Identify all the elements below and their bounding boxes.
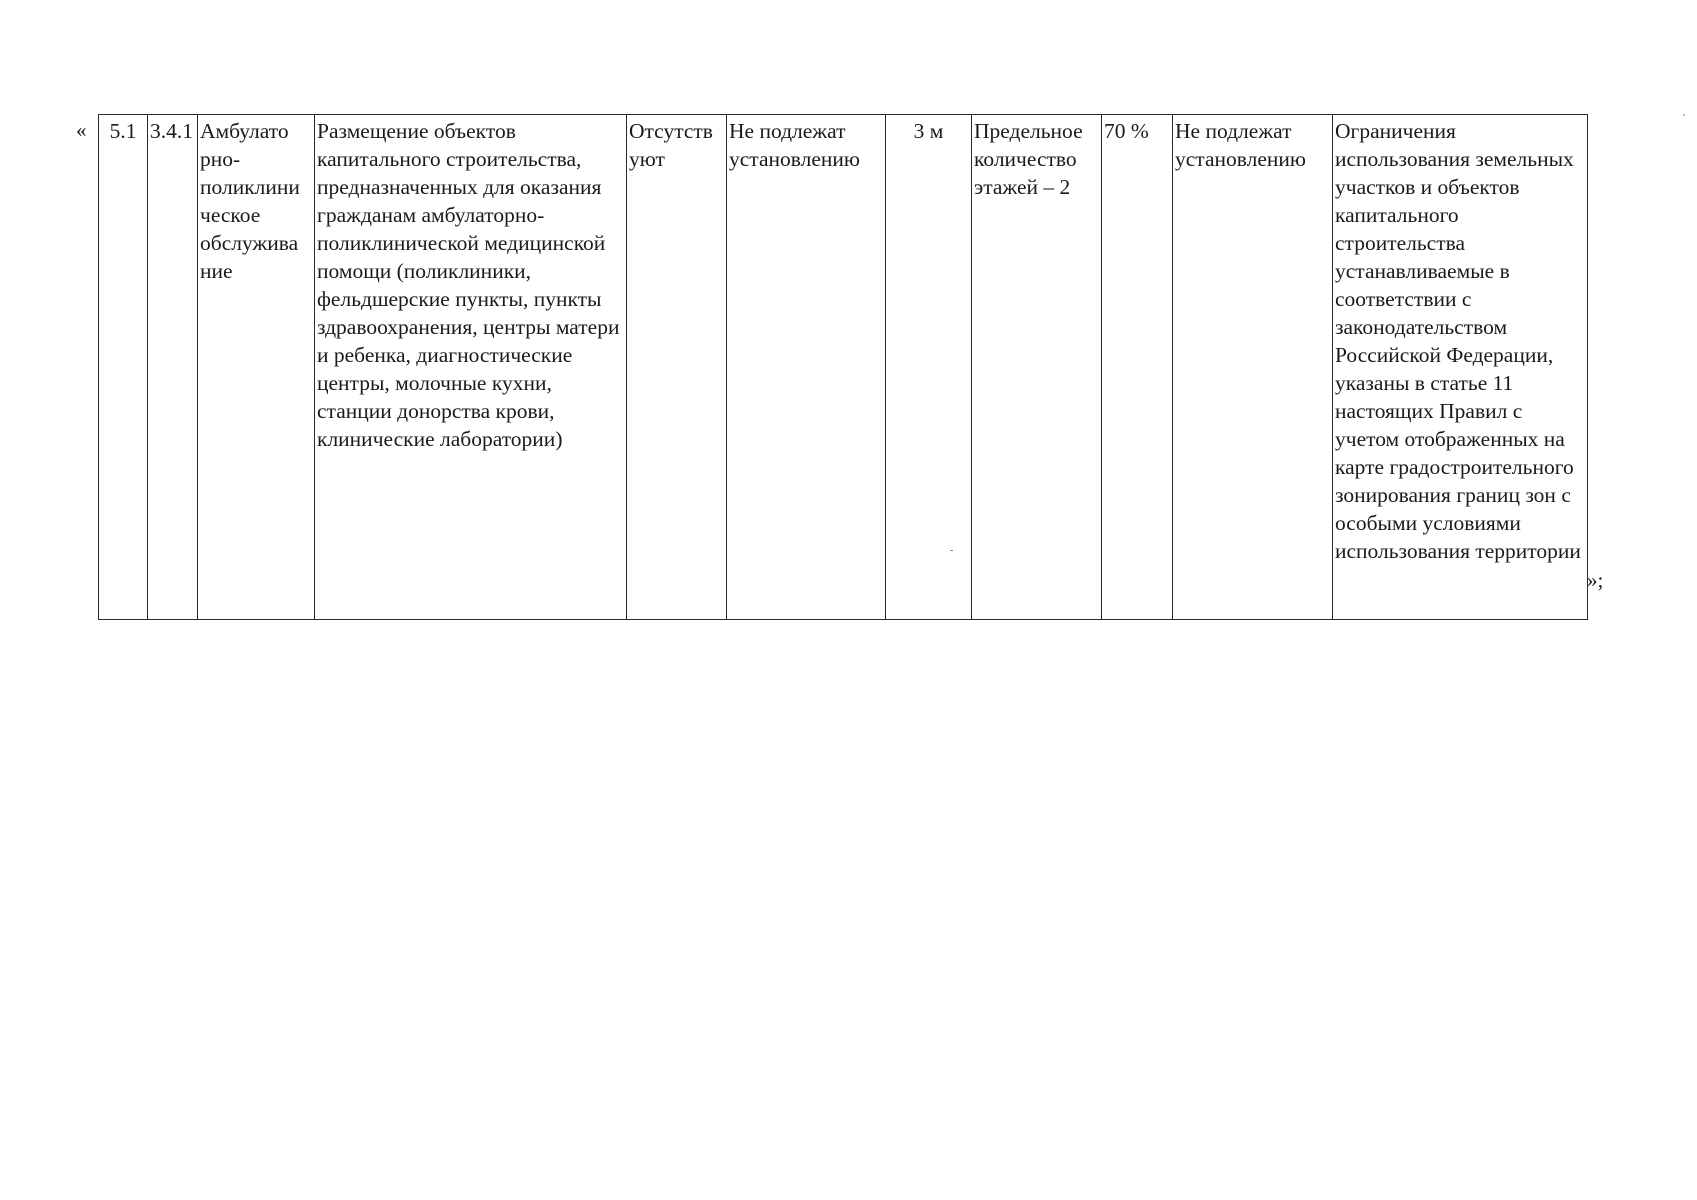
row-number-cell: 5.1 (99, 115, 148, 620)
scan-speck (950, 550, 953, 551)
other-params-cell: Не подлежат установлению (1173, 115, 1333, 620)
code-cell: 3.4.1 (148, 115, 198, 620)
plot-area-cell: Не подлежат установлению (727, 115, 886, 620)
table-row (99, 115, 1588, 620)
restrictions-cell: Ограничения использования земельных участков и объектов капитального строительства устанавливаемые в соответствии с законодательством Российской Федерации, указаны в статье 11 настоящих Правил с учетом отображенных на карте градостроительного зонирования границ зон с особыми условиями использования территории (1333, 115, 1588, 620)
zoning-regulation-table (98, 114, 1588, 620)
opening-quote: « (76, 118, 87, 142)
description-cell: Размещение объектов капитального строительства, предназначенных для оказания гражданам амбулаторно- поликлинической медицинской помощи (поликлиники, фельдшерские пункты, пункты здравоохранения, центры матери и ребенка, диагностические центры, молочные кухни, станции донорства крови, клинические лаборатории) (315, 115, 627, 620)
use-name-cell: Амбулато рно- поликлини ческое обслужива ние (198, 115, 315, 620)
closing-quote: »; (1587, 568, 1604, 592)
coverage-cell: 70 % (1102, 115, 1173, 620)
floors-cell: Предельное количество этажей – 2 (972, 115, 1102, 620)
plot-size-cell: Отсутств уют (627, 115, 727, 620)
setback-cell: 3 м (886, 115, 972, 620)
scan-speck (1683, 114, 1685, 116)
